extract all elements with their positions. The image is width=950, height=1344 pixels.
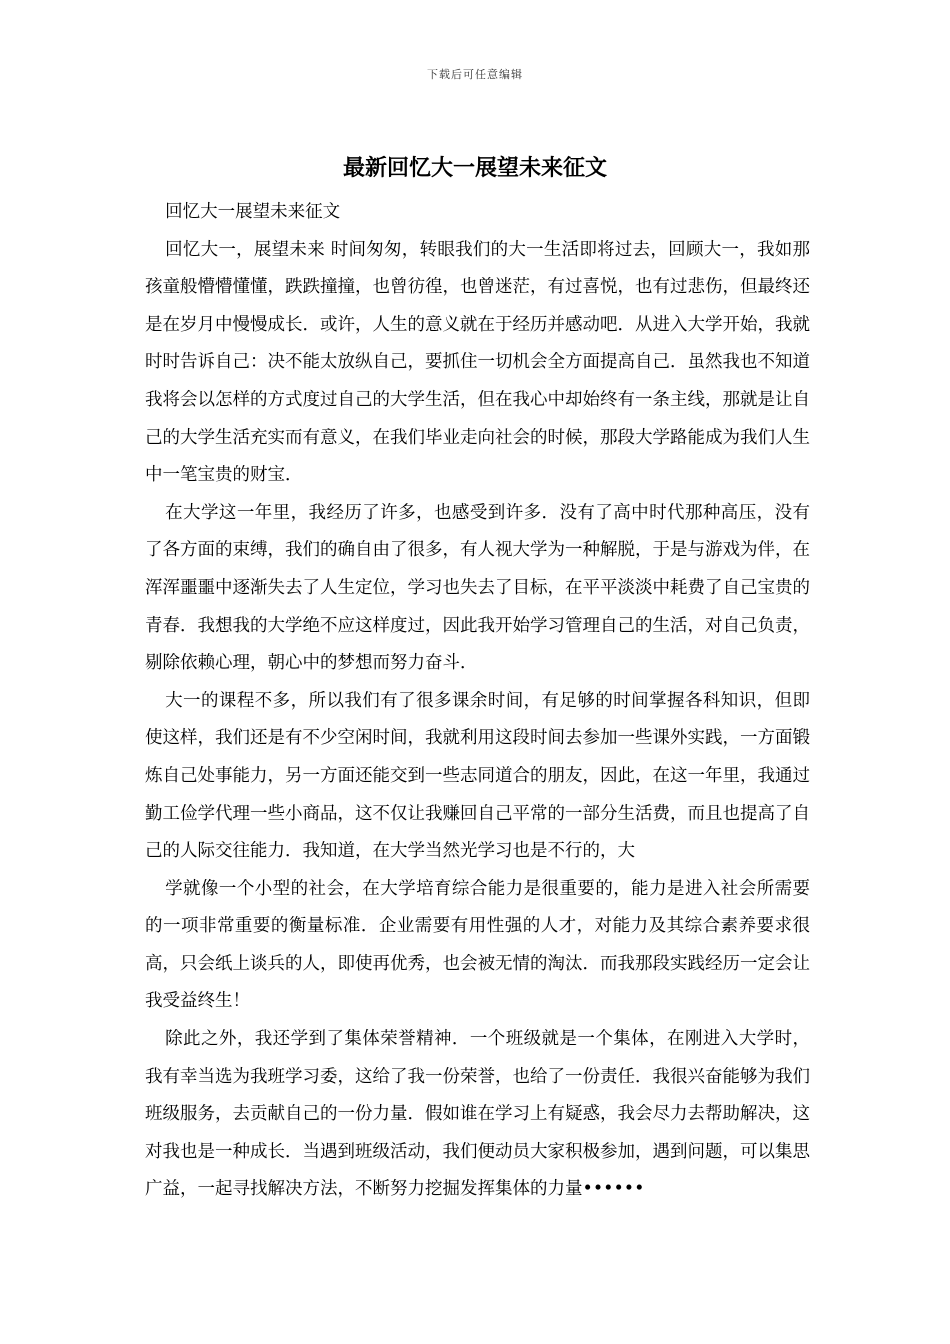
header-note: 下载后可任意编辑	[427, 68, 523, 81]
paragraph-1: 回忆大一，展望未来 时间匆匆，转眼我们的大一生活即将过去，回顾大一，我如那孩童般懵懵懂懂，跌跌撞撞，也曾彷徨，也曾迷茫，有过喜悦，也有过悲伤，但最终还是在岁月中慢慢成长．或许，人生的意义就在于经历并感动吧．从进入大学开始，我就时时告诉自己：决不能太放纵自己，要抓住一切机会全方面提高自己．虽然我也不知道我将会以怎样的方式度过自己的大学生活，但在我心中却始终有一条主线，那就是让自己的大学生活充实而有意义，在我们毕业走向社会的时候，那段大学路能成为我们人生中一笔宝贵的财宝．	[145, 239, 810, 486]
paragraph-2: 在大学这一年里，我经历了许多，也感受到许多．没有了高中时代那种高压，没有了各方面的束缚，我们的确自由了很多，有人视大学为一种解脱，于是与游戏为伴，在浑浑噩噩中逐渐失去了人生定位，学习也失去了目标，在平平淡淡中耗费了自己宝贵的青春．我想我的大学绝不应这样度过，因此我开始学习管理自己的生活，对自己负责，剔除依赖心理，朝心中的梦想而努力奋斗．	[145, 502, 810, 674]
paragraph-5: 除此之外，我还学到了集体荣誉精神．一个班级就是一个集体，在刚进入大学时，我有幸当选为我班学习委，这给了我一份荣誉，也给了一份责任．我很兴奋能够为我们班级服务，去贡献自己的一份力量．假如谁在学习上有疑惑，我会尽力去帮助解决，这对我也是一种成长．当遇到班级活动，我们便动员大家积极参加，遇到问题，可以集思广益，一起寻找解决方法，不断努力挖掘发挥集体的力量••••••	[145, 1029, 810, 1200]
paragraph-3: 大一的课程不多，所以我们有了很多课余时间，有足够的时间掌握各科知识，但即使这样，我们还是有不少空闲时间，我就利用这段时间去参加一些课外实践，一方面锻炼自己处事能力，另一方面还能交到一些志同道合的朋友，因此，在这一年里，我通过勤工俭学代理一些小商品，这不仅让我赚回自己平常的一部分生活费，而且也提高了自己的人际交往能力．我知道，在大学当然光学习也是不行的，大	[145, 690, 810, 862]
document-title: 最新回忆大一展望未来征文	[342, 155, 607, 181]
document-subtitle: 回忆大一展望未来征文	[165, 202, 341, 222]
document-body	[145, 194, 810, 1209]
paragraph-4: 学就像一个小型的社会，在大学培育综合能力是很重要的，能力是进入社会所需要的一项非常重要的衡量标准．企业需要有用性强的人才，对能力及其综合素养要求很高，只会纸上谈兵的人，即使再优秀，也会被无情的淘汰．而我那段实践经历一定会让我受益终生！	[145, 878, 810, 1012]
